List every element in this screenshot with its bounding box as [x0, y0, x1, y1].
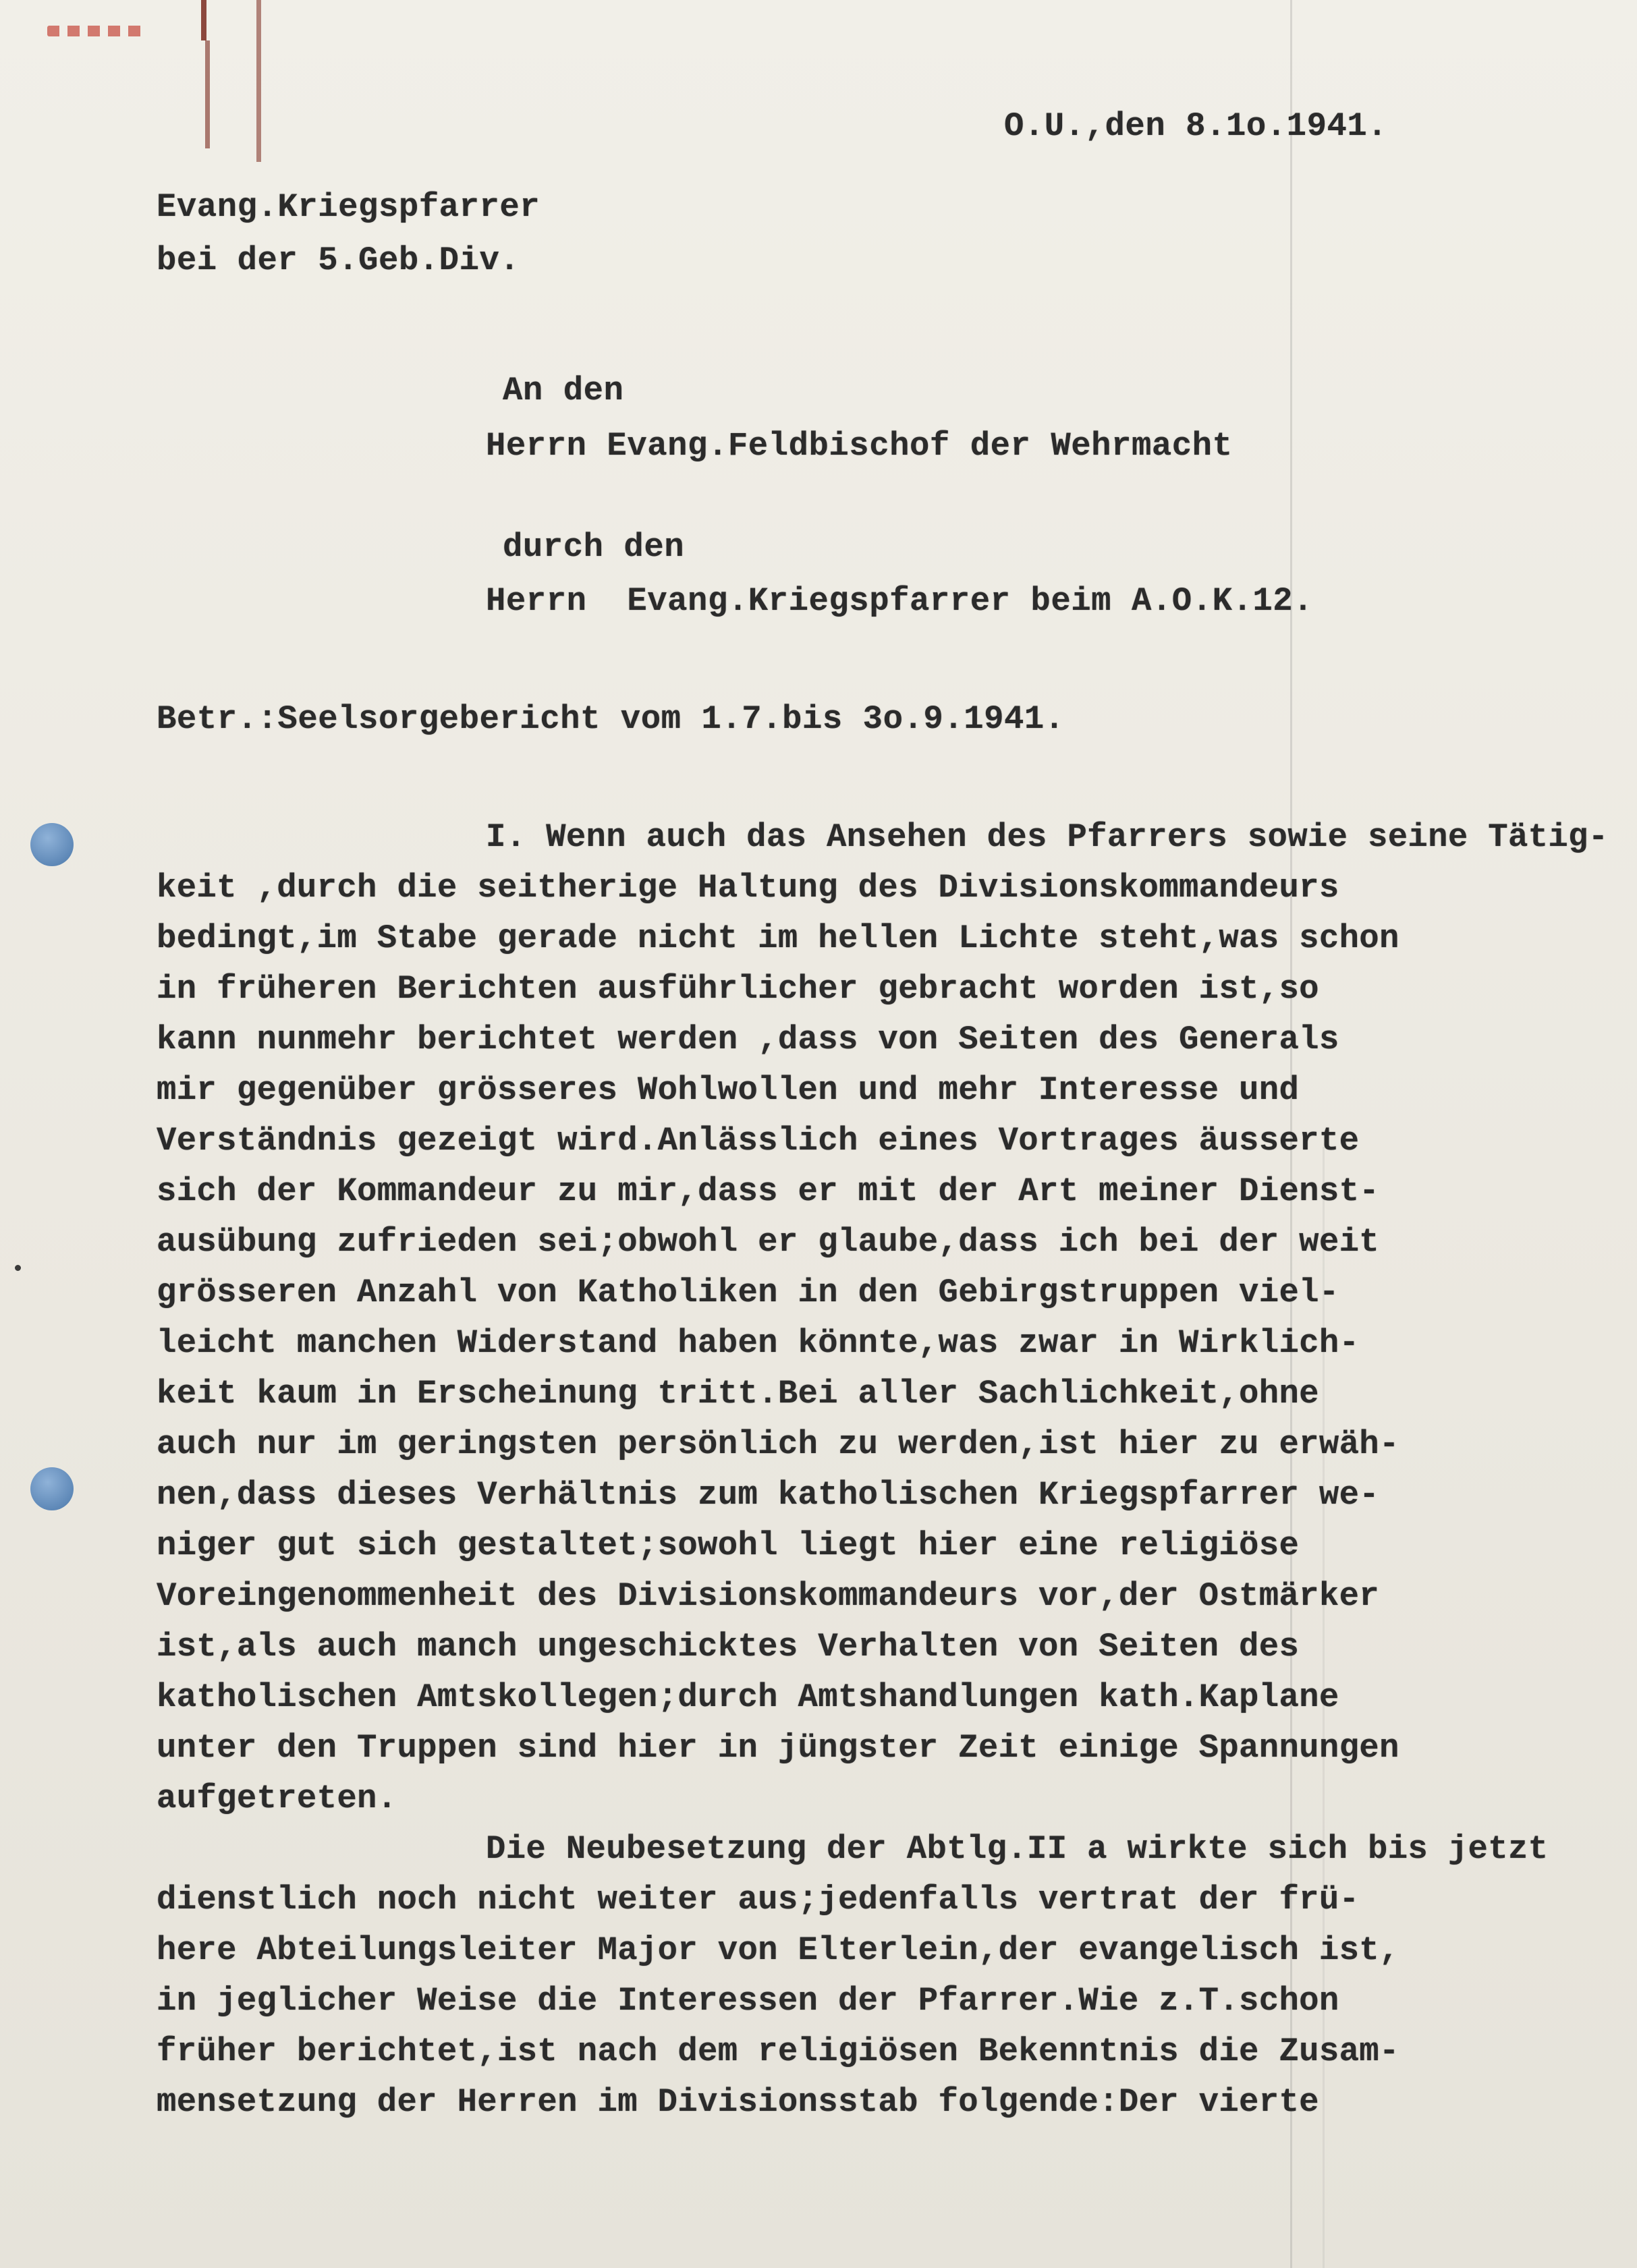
date-line: O.U.,den 8.1o.1941. [1004, 107, 1388, 145]
body-line: mir gegenüber grösseres Wohlwollen und mehr Interesse und [157, 1071, 1300, 1109]
body-line: niger gut sich gestaltet;sowohl liegt hier eine religiöse [157, 1527, 1300, 1564]
body-line: in jeglicher Weise die Interessen der Pfarrer.Wie z.T.schon [157, 1982, 1339, 2020]
red-mark [47, 26, 148, 36]
body-line: ausübung zufrieden sei;obwohl er glaube,dass ich bei der weit [157, 1223, 1379, 1261]
recipient-line-1: An den [503, 372, 624, 409]
ink-speck [15, 1265, 21, 1271]
body-line: keit kaum in Erscheinung tritt.Bei aller Sachlichkeit,ohne [157, 1375, 1319, 1413]
sender-line-2: bei der 5.Geb.Div. [157, 242, 520, 279]
body-line: Voreingenommenheit des Divisionskommandeurs vor,der Ostmärker [157, 1577, 1379, 1615]
body-line: mensetzung der Herren im Divisionsstab folgende:Der vierte [157, 2083, 1319, 2121]
body-line: here Abteilungsleiter Major von Elterlein,der evangelisch ist, [157, 1931, 1399, 1969]
body-line: kann nunmehr berichtet werden ,dass von Seiten des Generals [157, 1021, 1339, 1058]
body-line: grösseren Anzahl von Katholiken in den Gebirgstruppen viel- [157, 1274, 1339, 1311]
subject-line: Betr.:Seelsorgebericht vom 1.7.bis 3o.9.1941. [157, 700, 1065, 738]
body-line: auch nur im geringsten persönlich zu werden,ist hier zu erwäh- [157, 1425, 1399, 1463]
body-line: früher berichtet,ist nach dem religiösen Bekenntnis die Zusam- [157, 2033, 1399, 2070]
sender-line-1: Evang.Kriegspfarrer [157, 188, 540, 226]
body-line: leicht manchen Widerstand haben könnte,was zwar in Wirklich- [157, 1324, 1360, 1362]
staple-stain [205, 40, 210, 148]
body-line: aufgetreten. [157, 1780, 397, 1817]
body-line: in früheren Berichten ausführlicher gebracht worden ist,so [157, 970, 1319, 1008]
recipient-line-2: Herrn Evang.Feldbischof der Wehrmacht [486, 427, 1233, 465]
via-line-1: durch den [503, 528, 685, 566]
body-line: Die Neubesetzung der Abtlg.II a wirkte sich bis jetzt [486, 1830, 1549, 1868]
body-line: nen,dass dieses Verhältnis zum katholischen Kriegspfarrer we- [157, 1476, 1379, 1514]
body-line: I. Wenn auch das Ansehen des Pfarrers sowie seine Tätig- [486, 818, 1609, 856]
body-line: dienstlich noch nicht weiter aus;jedenfalls vertrat der frü- [157, 1881, 1360, 1919]
via-line-2: Herrn Evang.Kriegspfarrer beim A.O.K.12. [486, 582, 1314, 620]
body-line: unter den Truppen sind hier in jüngster Zeit einige Spannungen [157, 1729, 1399, 1767]
body-line: ist,als auch manch ungeschicktes Verhalten von Seiten des [157, 1628, 1300, 1666]
staple-stain [256, 0, 261, 162]
body-line: katholischen Amtskollegen;durch Amtshandlungen kath.Kaplane [157, 1678, 1339, 1716]
body-line: sich der Kommandeur zu mir,dass er mit der Art meiner Dienst- [157, 1172, 1379, 1210]
staple-stain [201, 0, 206, 40]
body-line: keit ,durch die seitherige Haltung des Divisionskommandeurs [157, 869, 1339, 907]
punch-hole-upper [30, 823, 74, 866]
body-line: Verständnis gezeigt wird.Anlässlich eines Vortrages äusserte [157, 1122, 1360, 1160]
body-line: bedingt,im Stabe gerade nicht im hellen Lichte steht,was schon [157, 919, 1399, 957]
punch-hole-lower [30, 1467, 74, 1510]
